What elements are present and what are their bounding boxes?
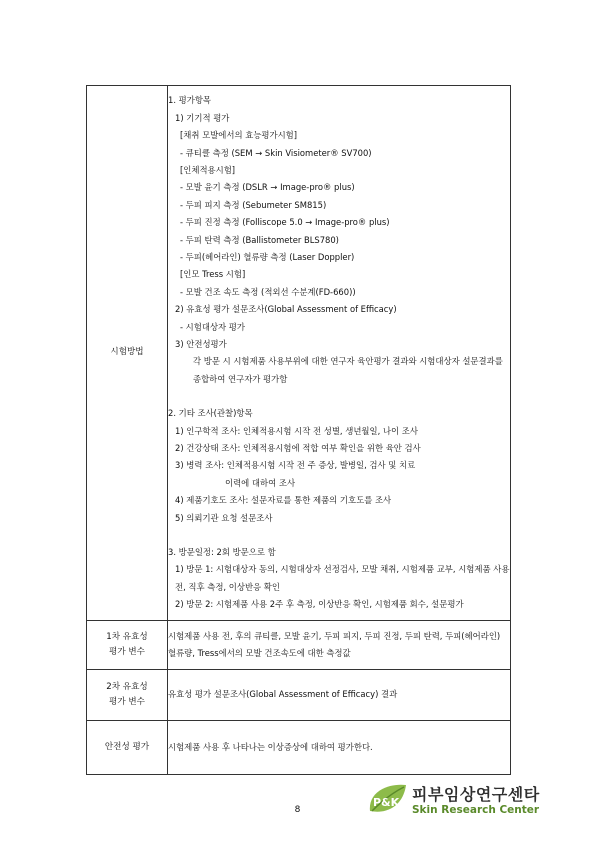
- page-number: 8: [294, 805, 301, 815]
- list-item: 각 방문 시 시험제품 사용부위에 대한 연구자 육안평가 결과와 시험대상자 설문결과를 종합하여 연구자가 평가함: [193, 356, 503, 384]
- list-item: 2) 유효성 평가 설문조사(Global Assessment of Efficacy): [175, 304, 397, 315]
- list-item: 2) 방문 2: 시험제품 사용 2주 후 측정, 이상반응 확인, 시험제품 회수, 설문평가: [175, 599, 464, 610]
- primary-efficacy-content: 시험제품 사용 전, 후의 큐티클, 모발 윤기, 두피 피지, 두피 진정, 두피 탄력, 두피(헤어라인) 혈류량, Tress에서의 모발 건조속도에 대한 측정값: [168, 621, 511, 670]
- list-item: [채취 모발에서의 효능평가시험]: [180, 130, 298, 141]
- table-row: [87, 721, 511, 775]
- list-item: - 모발 윤기 측정 (DSLR → Image-pro® plus): [180, 182, 355, 193]
- list-item: 3) 안전성평가: [175, 339, 227, 349]
- section-heading: 2. 기타 조사(관찰)항목: [168, 408, 253, 419]
- list-item: 3) 병력 조사: 인체적용시험 시작 전 주 증상, 발병일, 검사 및 치료: [175, 460, 416, 471]
- list-item: - 두피(헤어라인) 혈류량 측정 (Laser Doppler): [180, 251, 355, 262]
- row-label-secondary-efficacy: [87, 670, 168, 721]
- list-item: - 모발 건조 속도 측정 (적외선 수분계(FD-660)): [180, 286, 356, 297]
- list-item: - 두피 피지 측정 (Sebumeter SM815): [180, 199, 327, 210]
- list-item: 5) 의뢰기관 요청 설문조사: [175, 512, 273, 523]
- list-item: - 큐티클 측정 (SEM → Skin Visiometer® SV700): [180, 147, 372, 158]
- label-line: 평가 변수: [109, 697, 145, 707]
- table-row: [87, 670, 511, 721]
- section-heading: 1. 평가항목: [168, 95, 212, 106]
- table-row: [87, 621, 511, 670]
- list-item: 이력에 대하여 조사: [225, 477, 296, 488]
- list-item: 1) 인구학적 조사: 인체적용시험 시작 전 성별, 생년월일, 나이 조사: [175, 425, 418, 436]
- logo-name: 피부임상연구센타: [412, 785, 540, 804]
- list-item: [인체적용시험]: [180, 164, 236, 175]
- list-item: 1) 방문 1: 시험대상자 동의, 시험대상자 선정검사, 모발 채취, 시험제품 교부, 시험제품 사용 전, 직후 측정, 이상반응 확인: [175, 564, 510, 592]
- list-item: 1) 기기적 평가: [175, 112, 230, 123]
- section-heading: 3. 방문일정: 2회 방문으로 함: [168, 547, 276, 558]
- spacer: [168, 527, 510, 544]
- row-label-safety: 안전성 평가: [87, 721, 168, 775]
- spacer: [168, 388, 510, 405]
- list-item: 4) 제품기호도 조사: 설문자료를 통한 제품의 기호도를 조사: [175, 495, 392, 506]
- protocol-table: [86, 85, 511, 775]
- secondary-efficacy-content: 유효성 평가 설문조사(Global Assessment of Efficacy) 결과: [168, 670, 511, 721]
- row-label-primary-efficacy: [87, 621, 168, 670]
- center-logo: [366, 780, 546, 826]
- label-line: 1차 유효성: [106, 631, 148, 642]
- safety-content: 시험제품 사용 후 나타나는 이상증상에 대하여 평가한다.: [168, 721, 511, 775]
- leaf-logo-icon: [366, 781, 410, 821]
- label-line: 평가 변수: [109, 647, 145, 657]
- list-item: - 두피 탄력 측정 (Ballistometer BLS780): [180, 234, 339, 245]
- test-method-content: [168, 86, 511, 621]
- logo-subtitle: Skin Research Center: [412, 804, 540, 816]
- list-item: - 두피 진정 측정 (Folliscope 5.0 → Image-pro® plus): [180, 217, 390, 228]
- table-row: [87, 86, 511, 621]
- label-line: 2차 유효성: [106, 681, 148, 692]
- list-item: - 시험대상자 평가: [180, 321, 245, 332]
- list-item: 2) 건강상태 조사: 인체적용시험에 적합 여부 확인을 위한 육안 검사: [175, 443, 421, 454]
- svg-text:P&K: P&K: [373, 796, 400, 809]
- list-item: [인모 Tress 시험]: [180, 269, 246, 280]
- row-label-test-method: 시험방법: [87, 86, 168, 621]
